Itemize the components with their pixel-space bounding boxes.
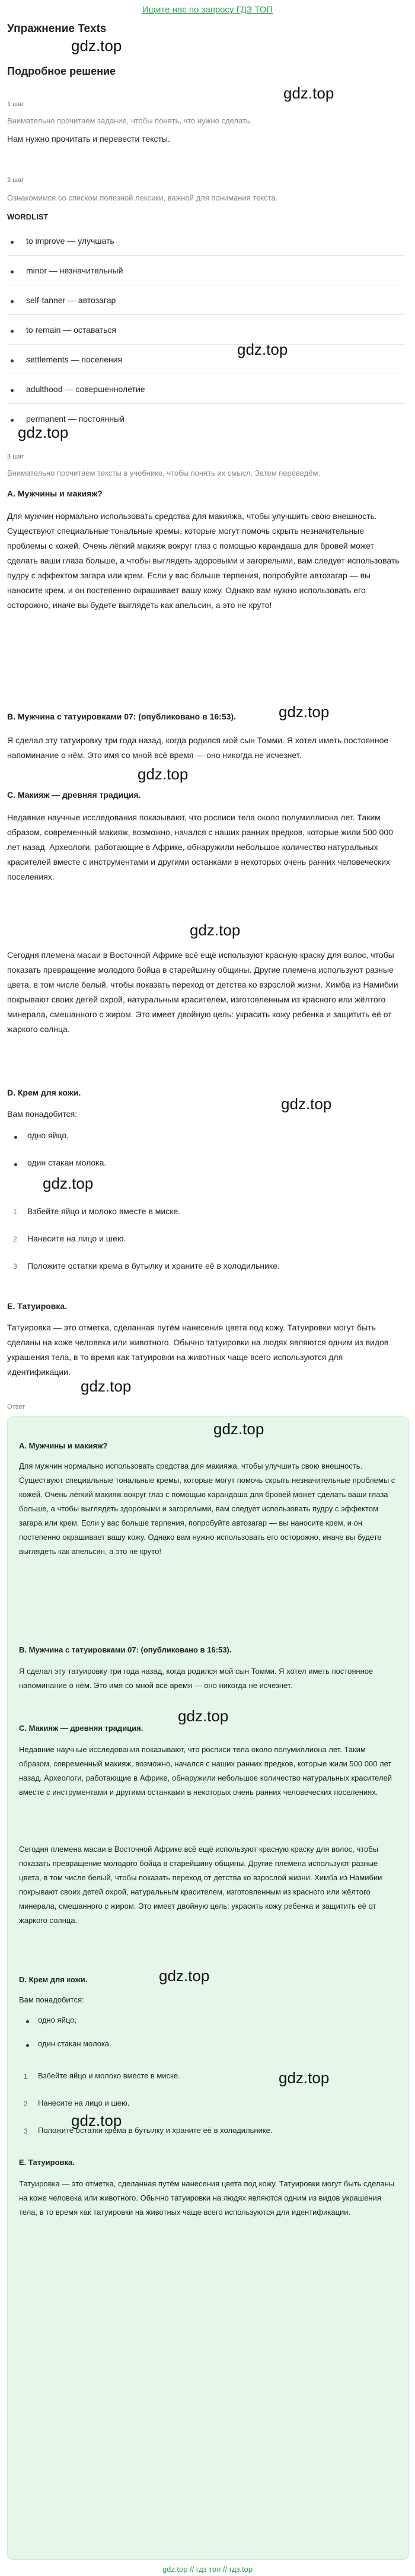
solution-title: Подробное решение <box>7 65 116 77</box>
answer-box <box>7 1416 409 2560</box>
ingredient-item: один стакан молока. <box>27 1158 107 1167</box>
answer-b-text: Я сделал эту татуировку три года назад, когда родился мой сын Томми. Я хотел иметь постоянное напоминание о нём. Это имя со мной всё время — оно никогда не исчезнет. <box>19 1667 374 1690</box>
wordlist-item: adulthood — совершеннолетие <box>26 384 145 394</box>
step-item: Взбейте яйцо и молоко вместе в миске. <box>27 1206 181 1216</box>
wordlist-item: self-tanner — автозагар <box>26 295 116 305</box>
footer-links[interactable]: gdz.top // гдз топ // гдз.top <box>162 2565 253 2574</box>
section-c-text-2: Сегодня племена масаи в Восточной Африке всё ещё используют красную краску для волос, чтобы показать превращение молодого бойца в старейшину общины. Другие племена используют разные цвета, в том числе белый, чтобы показать переход от детства ко взрослой жизни. Химба из Намибии покрывают своих детей охрой, натуральным красителем, изготовленным из красного или жёлтого минерала, смешанного с жиром. Это имеет двойную цель: украсить кожу ребенка и защитить её от жаркого солнца. <box>7 950 398 1034</box>
watermark: gdz.top <box>43 1174 94 1192</box>
watermark: gdz.top <box>237 340 288 358</box>
watermark: gdz.top <box>279 703 330 721</box>
step-item: Взбейте яйцо и молоко вместе в миске. <box>38 2071 180 2080</box>
divider <box>7 314 404 315</box>
step-number: 1 <box>13 1208 17 1216</box>
step-2-description: Ознакомимся со списком полезной лексики, важной для понимания текста. <box>7 193 278 202</box>
answer-c-text-1: Недавние научные исследования показывают, что росписи тела около полумиллиона лет. Таким образом, современный макияж, возможно, начался с наших ранних предков, которые жили 500 000 лет назад. Археологи, работающие в Африке, обнаружили небольшое количество натуральных красителей вместе с инструментами и другими останками в некоторых очень ранних человеческих поселениях. <box>19 1745 392 1797</box>
watermark: gdz.top <box>81 1377 132 1395</box>
section-c-text-1: Недавние научные исследования показывают, что росписи тела около полумиллиона лет. Таким образом, современный макияж, возможно, начался с наших ранних предков, которые жили 500 000 лет назад. Археологи, работающие в Африке, обнаружили небольшое количество натуральных красителей вместе с инструментами и другими останками в некоторых очень ранних человеческих поселениях. <box>7 813 393 881</box>
watermark: gdz.top <box>281 1095 332 1113</box>
step-number: 2 <box>24 2100 28 2108</box>
watermark: gdz.top <box>213 1420 264 1438</box>
list-bullet <box>11 419 14 422</box>
section-c-heading: C. Макияж — древняя традиция. <box>7 790 141 800</box>
wordlist-item: minor — незначительный <box>26 266 123 275</box>
step-number: 1 <box>24 2072 28 2081</box>
answer-c-heading: C. Макияж — древняя традиция. <box>19 1724 143 1733</box>
watermark: gdz.top <box>71 37 122 55</box>
list-bullet <box>11 241 14 244</box>
step-number: 3 <box>13 1262 17 1271</box>
wordlist-item: to remain — оставаться <box>26 325 117 335</box>
watermark: gdz.top <box>190 921 241 939</box>
section-e-text: Татуировка — это отметка, сделанная путём нанесения цвета под кожу. Татуировки могут быть сделаны на коже человека или животного. Обычно татуировки на людях являются одним из видов украшения тела, в то время как татуировки на животных чаще всего используются для идентификации. <box>7 1323 389 1377</box>
watermark: gdz.top <box>279 2069 330 2087</box>
step-number: 3 <box>24 2127 28 2135</box>
watermark: gdz.top <box>283 84 334 102</box>
wordlist-title: WORDLIST <box>7 212 49 221</box>
section-a-text: Для мужчин нормально использовать средства для макияжа, чтобы улучшить свою внешность. Существуют специальные тональные кремы, которые могут помочь скрыть незначительные проблемы с кожей. Очень лёгкий макияж вокруг глаз с помощью карандаша для бровей может сделать ваши глаза больше, а чтобы выглядеть здоровыми и загорелыми, вам следует использовать пудру с эффектом загара или крем. Если у вас больше терпения, попробуйте автозагар — вы наносите крем, и он постепенно окрашивает вашу кожу. Однако вам нужно использовать его осторожно, иначе вы будете выглядеть как апельсин, а это не круто! <box>7 511 400 610</box>
answer-c-text-2: Сегодня племена масаи в Восточной Африке всё ещё используют красную краску для волос, чтобы показать превращение молодого бойца в старейшину общины. Другие племена используют разные цвета, в том числе белый, чтобы показать переход от детства ко взрослой жизни. Химба из Намибии покрывают своих детей охрой, натуральным красителем, изготовленным из красного или жёлтого минерала, смешанного с жиром. Это имеет двойную цель: украсить кожу ребенка и защитить её от жаркого солнца. <box>19 1845 382 1925</box>
section-e-heading: E. Татуировка. <box>7 1301 68 1311</box>
wordlist-item: settlements — поселения <box>26 355 123 364</box>
answer-d-heading: D. Крем для кожи. <box>19 1975 88 1984</box>
answer-a-heading: A. Мужчины и макияж? <box>19 1441 108 1450</box>
ingredient-item: одно яйцо, <box>27 1131 69 1140</box>
watermark: gdz.top <box>18 424 69 441</box>
step-2-tag: 2 шаг <box>7 177 24 184</box>
ingredient-item: одно яйцо, <box>38 2015 76 2024</box>
section-d-need: Вам понадобится: <box>7 1109 78 1119</box>
step-3-tag: 3 шаг <box>7 453 24 460</box>
exercise-title: Упражнение Texts <box>7 23 107 35</box>
ingredient-item: один стакан молока. <box>38 2039 111 2048</box>
list-bullet <box>11 330 14 333</box>
divider <box>7 255 404 256</box>
section-d-heading: D. Крем для кожи. <box>7 1088 81 1097</box>
step-3-description: Внимательно прочитаем тексты в учебнике, чтобы понять их смысл. Затем переведём. <box>7 469 321 477</box>
step-1-description: Внимательно прочитаем задание, чтобы понять, что нужно сделать. <box>7 116 253 125</box>
wordlist-item: to improve — улучшать <box>26 236 114 246</box>
watermark: gdz.top <box>178 1707 229 1725</box>
section-b-heading: B. Мужчина с татуировками 07: (опубликовано в 16:53). <box>7 712 236 721</box>
watermark: gdz.top <box>138 765 189 783</box>
wordlist-item: permanent — постоянный <box>26 414 125 424</box>
answer-tag: Ответ <box>7 1403 25 1410</box>
answer-b-heading: B. Мужчина с татуировками 07: (опубликовано в 16:53). <box>19 1645 232 1654</box>
step-item: Положите остатки крема в бутылку и храните её в холодильнике. <box>27 1261 280 1271</box>
answer-e-heading: E. Татуировка. <box>19 2158 75 2167</box>
answer-e-text: Татуировка — это отметка, сделанная путём нанесения цвета под кожу. Татуировки могут быть сделаны на коже человека или животного. Обычно татуировки на людях являются одним из видов украшения тела, в то время как татуировки на животных чаще всего используются для идентификации. <box>19 2179 395 2217</box>
list-bullet <box>14 1136 17 1139</box>
list-bullet <box>11 359 14 362</box>
section-a-heading: A. Мужчины и макияж? <box>7 489 103 498</box>
step-item: Положите остатки крема в бутылку и храните её в холодильнике. <box>38 2126 273 2135</box>
answer-d-need: Вам понадобится: <box>19 1995 84 2004</box>
divider <box>7 344 404 345</box>
section-b-text: Я сделал эту татуировку три года назад, когда родился мой сын Томми. Я хотел иметь постоянное напоминание о нём. Это имя со мной всё время — оно никогда не исчезнет. <box>7 735 389 760</box>
watermark: gdz.top <box>71 2112 122 2129</box>
list-bullet <box>14 1163 17 1166</box>
divider <box>7 403 404 404</box>
list-bullet <box>11 389 14 392</box>
step-1-text: Нам нужно прочитать и перевести тексты. <box>7 134 170 144</box>
list-bullet <box>26 2044 29 2047</box>
search-hint-link[interactable]: Ищите нас по запросу ГДЗ ТОП <box>142 5 273 15</box>
list-bullet <box>11 300 14 303</box>
step-number: 2 <box>13 1235 17 1243</box>
list-bullet <box>11 270 14 273</box>
step-1-tag: 1 шаг <box>7 101 24 108</box>
step-item: Нанесите на лицо и шею. <box>27 1234 126 1243</box>
step-item: Нанесите на лицо и шею. <box>38 2099 130 2107</box>
answer-a-text: Для мужчин нормально использовать средства для макияжа, чтобы улучшить свою внешность. Существуют специальные тональные кремы, которые могут помочь скрыть незначительные проблемы с кожей. Очень лёгкий макияж вокруг глаз с помощью карандаша для бровей может сделать ваши глаза больше, а чтобы выглядеть здоровыми и загорелыми, вам следует использовать пудру с эффектом загара или крем. Если у вас больше терпения, попробуйте автозагар — вы наносите крем, и он постепенно окрашивает вашу кожу. Однако вам нужно использовать его осторожно, иначе вы будете выглядеть как апельсин, а это не круто! <box>19 1461 395 1556</box>
list-bullet <box>26 2020 29 2023</box>
watermark: gdz.top <box>159 1967 210 1985</box>
